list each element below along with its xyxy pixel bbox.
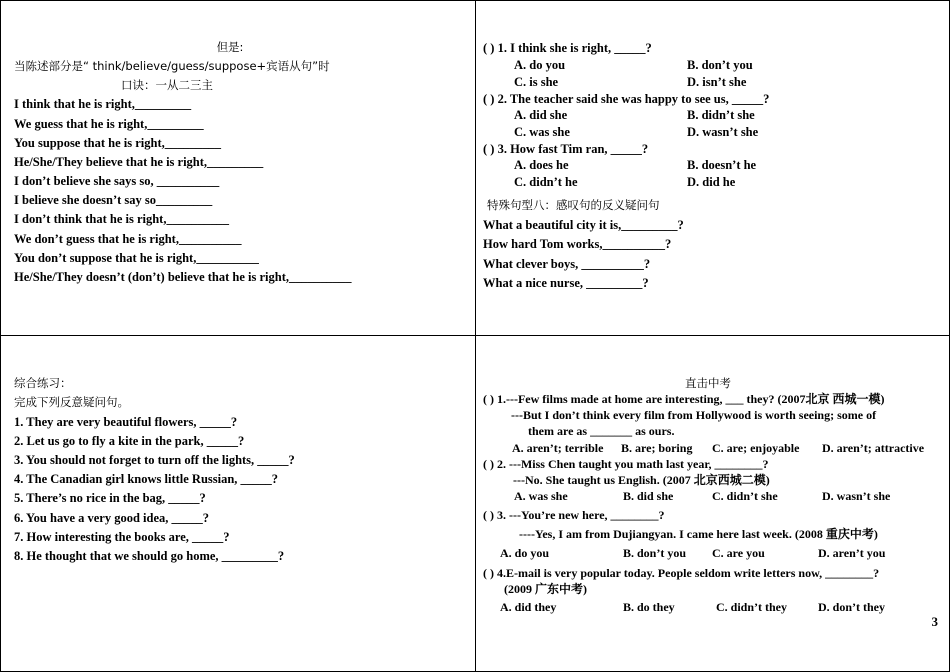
option: A. did they [500, 600, 557, 614]
question-stem: ( ) 3. How fast Tim ran, _____? [483, 142, 649, 156]
option: A. aren’t; terrible [512, 441, 604, 455]
dialogue-line: them are as _______ as ours. [528, 424, 675, 438]
option: B. didn’t she [687, 108, 755, 122]
example-line: I don’t believe she says so, __________ [14, 174, 220, 188]
option: C. is she [514, 75, 559, 89]
example-line: What a beautiful city it is,_________? [483, 218, 684, 232]
quadrant-bottom-right [476, 336, 950, 672]
example-line: What a nice nurse, _________? [483, 276, 649, 290]
instruction: 完成下列反意疑问句。 [14, 395, 129, 409]
dialogue-line: ---No. She taught us English. (2007 北京西城二模) [513, 473, 770, 487]
question-stem: ( ) 1.---Few films made at home are interesting, ___ they? (2007北京 西城一模) [483, 392, 885, 406]
option: C. didn’t they [716, 600, 788, 614]
quadrant-top-right [476, 0, 950, 335]
exercise-item: 1. They are very beautiful flowers, _____? [14, 415, 238, 429]
example-line: I think that he is right,_________ [14, 97, 192, 111]
heading: 直击中考 [685, 376, 731, 390]
quadrant-bottom-left [0, 336, 475, 672]
option: B. do they [623, 600, 675, 614]
example-line: You suppose that he is right,_________ [14, 136, 221, 150]
option: D. wasn’t she [687, 125, 759, 139]
special-heading: 特殊句型八：感叹句的反义疑问句 [487, 198, 660, 212]
option: B. doesn’t he [687, 158, 757, 172]
option: B. don’t you [623, 546, 687, 560]
exercise-item: 2. Let us go to fly a kite in the park, _____? [14, 434, 245, 448]
question-stem: ( ) 2. ---Miss Chen taught you math last year, ________? [483, 457, 769, 471]
mnemonic-tip: 口诀：一从二三主 [121, 78, 213, 92]
option: C. are; enjoyable [712, 441, 800, 455]
option: A. was she [514, 489, 568, 503]
option: C. was she [514, 125, 570, 139]
example-line: He/She/They believe that he is right,_________ [14, 155, 264, 169]
option: B. are; boring [621, 441, 693, 455]
exercise-item: 3. You should not forget to turn off the lights, _____? [14, 453, 295, 467]
option: D. did he [687, 175, 736, 189]
exercise-item: 8. He thought that we should go home, _________? [14, 549, 285, 563]
question-stem: ( ) 4.E-mail is very popular today. People seldom write letters now, ________? [483, 566, 880, 580]
exercise-item: 4. The Canadian girl knows little Russian, _____? [14, 472, 279, 486]
heading: 综合练习： [14, 376, 72, 390]
option: B. did she [623, 489, 674, 503]
option: C. didn’t she [712, 489, 778, 503]
option: A. does he [514, 158, 569, 172]
dialogue-line: ----Yes, I am from Dujiangyan. I came here last week. (2008 重庆中考) [519, 527, 878, 541]
exercise-item: 5. There’s no rice in the bag, _____? [14, 491, 206, 505]
exercise-item: 6. You have a very good idea, _____? [14, 511, 210, 525]
option: D. don’t they [818, 600, 886, 614]
question-stem: ( ) 2. The teacher said she was happy to see us, _____? [483, 92, 770, 106]
example-line: We don’t guess that he is right,__________ [14, 232, 242, 246]
option: C. are you [712, 546, 765, 560]
question-stem: ( ) 3. ---You’re new here, ________? [483, 508, 665, 522]
example-line: I believe she doesn’t say so_________ [14, 193, 213, 207]
example-line: I don’t think that he is right,__________ [14, 212, 229, 226]
option: D. aren’t you [818, 546, 886, 560]
quadrant-top-left [0, 0, 475, 335]
example-line: What clever boys, __________? [483, 257, 651, 271]
option: B. don’t you [687, 58, 753, 72]
exercise-item: 7. How interesting the books are, _____? [14, 530, 230, 544]
page-number: 3 [931, 614, 938, 629]
option: D. wasn’t she [822, 489, 891, 503]
option: A. did she [514, 108, 568, 122]
dialogue-line: ---But I don’t think every film from Hollywood is worth seeing; some of [511, 408, 877, 422]
example-line: He/She/They doesn’t (don’t) believe that he is right,__________ [14, 270, 352, 284]
rule-text: 当陈述部分是“ think/believe/guess/suppose+宾语从句”时 [14, 59, 330, 73]
example-line: We guess that he is right,_________ [14, 117, 204, 131]
option: A. do you [500, 546, 550, 560]
heading: 但是: [216, 40, 244, 54]
example-line: How hard Tom works,__________? [483, 237, 672, 251]
option: C. didn’t he [514, 175, 578, 189]
option: A. do you [514, 58, 566, 72]
citation: (2009 广东中考) [504, 582, 587, 596]
option: D. isn’t she [687, 75, 747, 89]
option: D. aren’t; attractive [822, 441, 925, 455]
example-line: You don’t suppose that he is right,__________ [14, 251, 259, 265]
question-stem: ( ) 1. I think she is right, _____? [483, 41, 652, 55]
